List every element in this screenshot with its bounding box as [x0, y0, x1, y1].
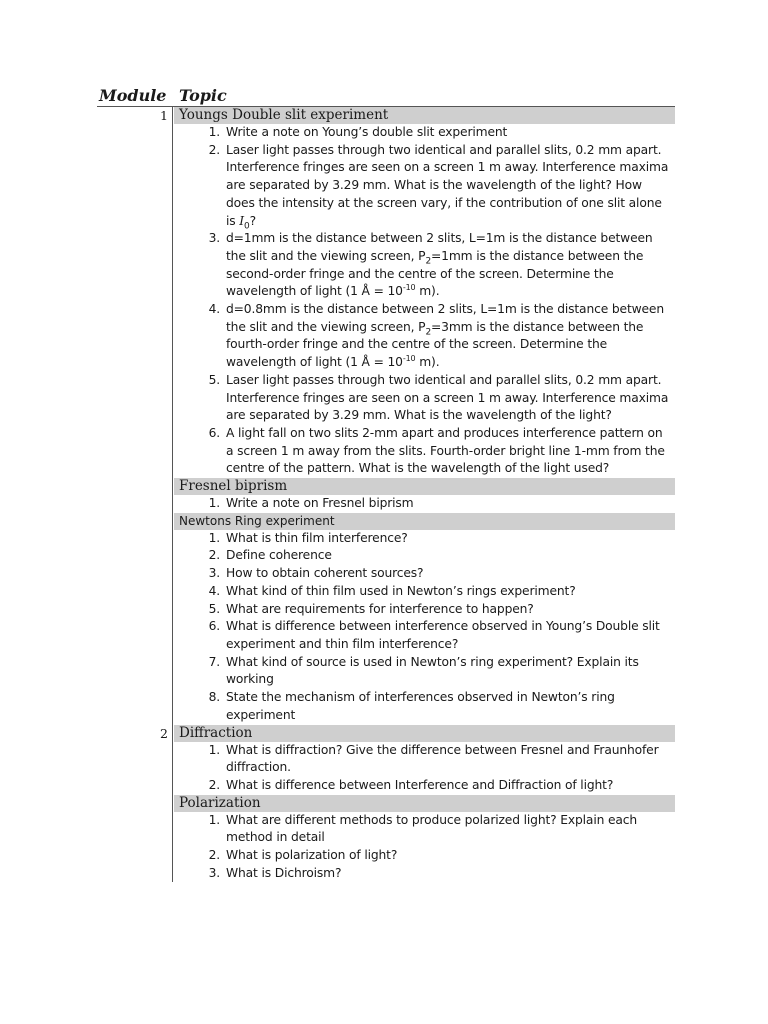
question-list: [174, 124, 675, 478]
list-item: [174, 565, 675, 583]
list-item: [174, 230, 675, 301]
question-number: 6.: [208, 619, 220, 634]
question-number: 2.: [208, 777, 220, 792]
module-row: [97, 725, 675, 883]
question-number: 4.: [208, 583, 220, 598]
question-text: What are different methods to produce polarized light? Explain each method in detail: [226, 812, 638, 845]
module-column-header: Module: [99, 86, 167, 105]
question-list: [174, 495, 675, 513]
question-number: 1.: [208, 742, 220, 757]
question-text: State the mechanism of interferences observed in Newton’s ring experiment: [226, 690, 615, 722]
question-number: 3.: [208, 865, 220, 880]
question-number: 2.: [208, 848, 220, 863]
question-text: What are requirements for interference to happen?: [226, 601, 534, 616]
question-number: 1.: [208, 496, 220, 511]
question-number: 1.: [208, 812, 220, 827]
list-item: [174, 777, 675, 795]
question-text: What is thin film interference?: [226, 530, 408, 545]
question-number: 5.: [208, 372, 220, 387]
question-text: What is diffraction? Give the difference between Fresnel and Fraunhofer diffraction.: [226, 742, 659, 775]
question-number: 3.: [208, 231, 220, 246]
question-text: Define coherence: [226, 548, 332, 563]
list-item: [174, 847, 675, 865]
question-list: [174, 742, 675, 795]
list-item: [174, 301, 675, 372]
question-text: d=1mm is the distance between 2 slits, L=1m is the distance between the slit and the viewing screen, $P_2=1mm$ is the distance between the second-order fringe and the centre of the screen. Determine the wavelength of light (1 Å = $10^{-10}$ m).: [226, 231, 653, 299]
question-text: What kind of source is used in Newton’s ring experiment? Explain its working: [226, 654, 639, 687]
list-item: [174, 495, 675, 513]
question-text: What is Dichroism?: [226, 865, 342, 880]
question-text: What is difference between interference observed in Young’s Double slit experiment and thin film interference?: [226, 619, 660, 651]
question-text: What is polarization of light?: [226, 848, 398, 863]
syllabus-table: [97, 86, 675, 882]
question-number: 2.: [208, 548, 220, 563]
question-number: 4.: [208, 302, 220, 317]
list-item: [174, 689, 675, 724]
section-title: Youngs Double slit experiment: [174, 107, 675, 124]
question-number: 1.: [208, 125, 220, 139]
list-item: [174, 142, 675, 231]
question-text: How to obtain coherent sources?: [226, 566, 424, 581]
list-item: [174, 124, 675, 142]
table-body: [97, 107, 675, 882]
module-row: [97, 107, 675, 725]
question-number: 6.: [208, 425, 220, 440]
question-number: 7.: [208, 654, 220, 669]
module-number: 1: [160, 108, 168, 123]
question-text: What is difference between Interference and Diffraction of light?: [226, 777, 614, 792]
table-header: [97, 86, 675, 107]
question-text: A light fall on two slits 2-mm apart and produces interference pattern on a screen 1 m away from the slits. Fourth-order bright line 1-mm from the centre of the pattern. What is the wavelength of the light used?: [226, 425, 665, 476]
question-list: [174, 530, 675, 725]
question-text: d=0.8mm is the distance between 2 slits, L=1m is the distance between the slit and the viewing screen, $P_2=3mm$ is the distance between the fourth-order fringe and the centre of the screen. Determine the wavelength of light (1 Å = $10^{-10}$ m).: [226, 302, 664, 370]
module-number: 2: [160, 725, 168, 741]
section-title: Diffraction: [174, 725, 675, 742]
list-item: [174, 425, 675, 478]
question-text: Laser light passes through two identical and parallel slits, 0.2 mm apart. Interference fringes are seen on a screen 1 m away. Interference maxima are separated by 3.29 mm. What is the wavelength of the light?: [226, 372, 669, 423]
section-title: Polarization: [174, 795, 675, 812]
list-item: [174, 530, 675, 548]
question-number: 5.: [208, 601, 220, 616]
question-number: 1.: [208, 530, 220, 545]
question-number: 3.: [208, 566, 220, 581]
list-item: [174, 654, 675, 689]
list-item: [174, 812, 675, 847]
section-title: Newtons Ring experiment: [174, 513, 675, 530]
question-text: Laser light passes through two identical and parallel slits, 0.2 mm apart. Interference fringes are seen on a screen 1 m away. Interference maxima are separated by 3.29 mm. What is the wavelength of the light? How does the intensity at the screen vary, if the contribution of one slit alone is $I_0$?: [226, 142, 669, 231]
list-item: [174, 742, 675, 777]
list-item: [174, 865, 675, 883]
question-text: What kind of thin film used in Newton’s rings experiment?: [226, 583, 576, 598]
question-text: Write a note on Young’s double slit experiment: [226, 125, 508, 139]
list-item: [174, 601, 675, 619]
list-item: [174, 583, 675, 601]
section-title: Fresnel biprism: [174, 478, 675, 495]
topic-column-header: Topic: [179, 86, 227, 105]
question-number: 2.: [208, 142, 220, 157]
list-item: [174, 618, 675, 653]
question-list: [174, 812, 675, 883]
list-item: [174, 372, 675, 425]
list-item: [174, 547, 675, 565]
question-text: Write a note on Fresnel biprism: [226, 496, 414, 511]
question-number: 8.: [208, 690, 220, 705]
